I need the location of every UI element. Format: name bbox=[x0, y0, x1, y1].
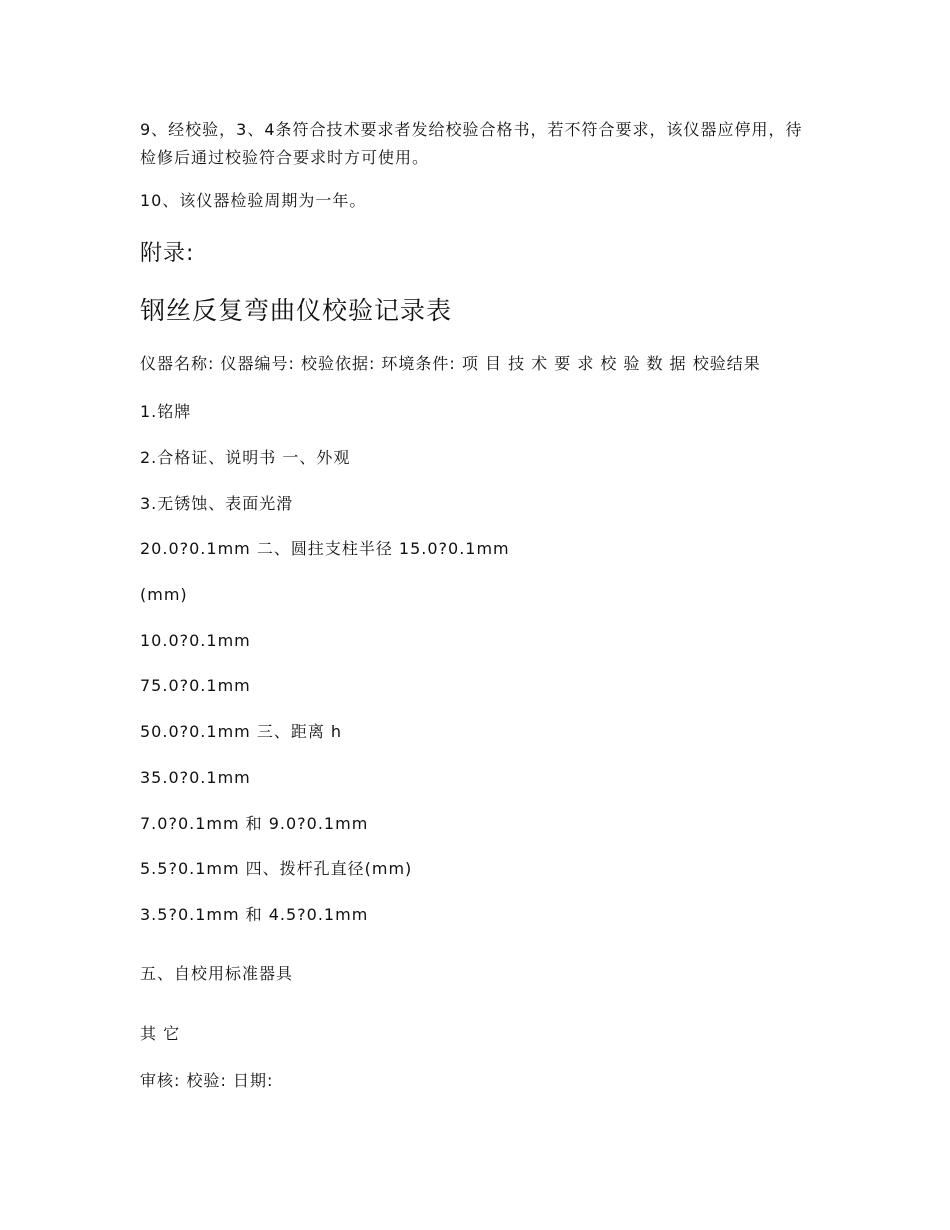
record-line: 5.5?0.1mm 四、拨杆孔直径(mm) bbox=[140, 859, 413, 878]
record-line: 10.0?0.1mm bbox=[140, 631, 251, 650]
paragraph-item-10: 10、该仪器检验周期为一年。 bbox=[140, 191, 367, 210]
record-line: 2.合格证、说明书 一、外观 bbox=[140, 448, 351, 467]
paragraph-item-9: 9、经校验，3、4条符合技术要求者发给校验合格书，若不符合要求，该仪器应停用，待检修后通过校验符合要求时方可使用。 bbox=[140, 120, 803, 167]
section-five-line: 五、自校用标准器具 bbox=[140, 964, 294, 983]
record-line: (mm) bbox=[140, 585, 188, 604]
record-line: 3.5?0.1mm 和 4.5?0.1mm bbox=[140, 905, 369, 924]
record-line: 75.0?0.1mm bbox=[140, 676, 251, 695]
record-line: 35.0?0.1mm bbox=[140, 768, 251, 787]
record-line: 50.0?0.1mm 三、距离 h bbox=[140, 722, 343, 741]
record-line: 1.铭牌 bbox=[140, 402, 192, 421]
record-line: 3.无锈蚀、表面光滑 bbox=[140, 494, 294, 513]
other-line: 其 它 bbox=[140, 1024, 181, 1043]
table-header-line: 仪器名称: 仪器编号: 校验依据: 环境条件: 项 目 技 术 要 求 校 验 数 据 校验结果 bbox=[140, 354, 761, 373]
record-line: 20.0?0.1mm 二、圆拄支柱半径 15.0?0.1mm bbox=[140, 539, 510, 558]
appendix-heading: 附录: bbox=[140, 241, 195, 266]
record-line: 7.0?0.1mm 和 9.0?0.1mm bbox=[140, 814, 369, 833]
table-title: 钢丝反复弯曲仪校验记录表 bbox=[140, 296, 453, 325]
signoff-line: 审核: 校验: 日期: bbox=[140, 1071, 274, 1090]
